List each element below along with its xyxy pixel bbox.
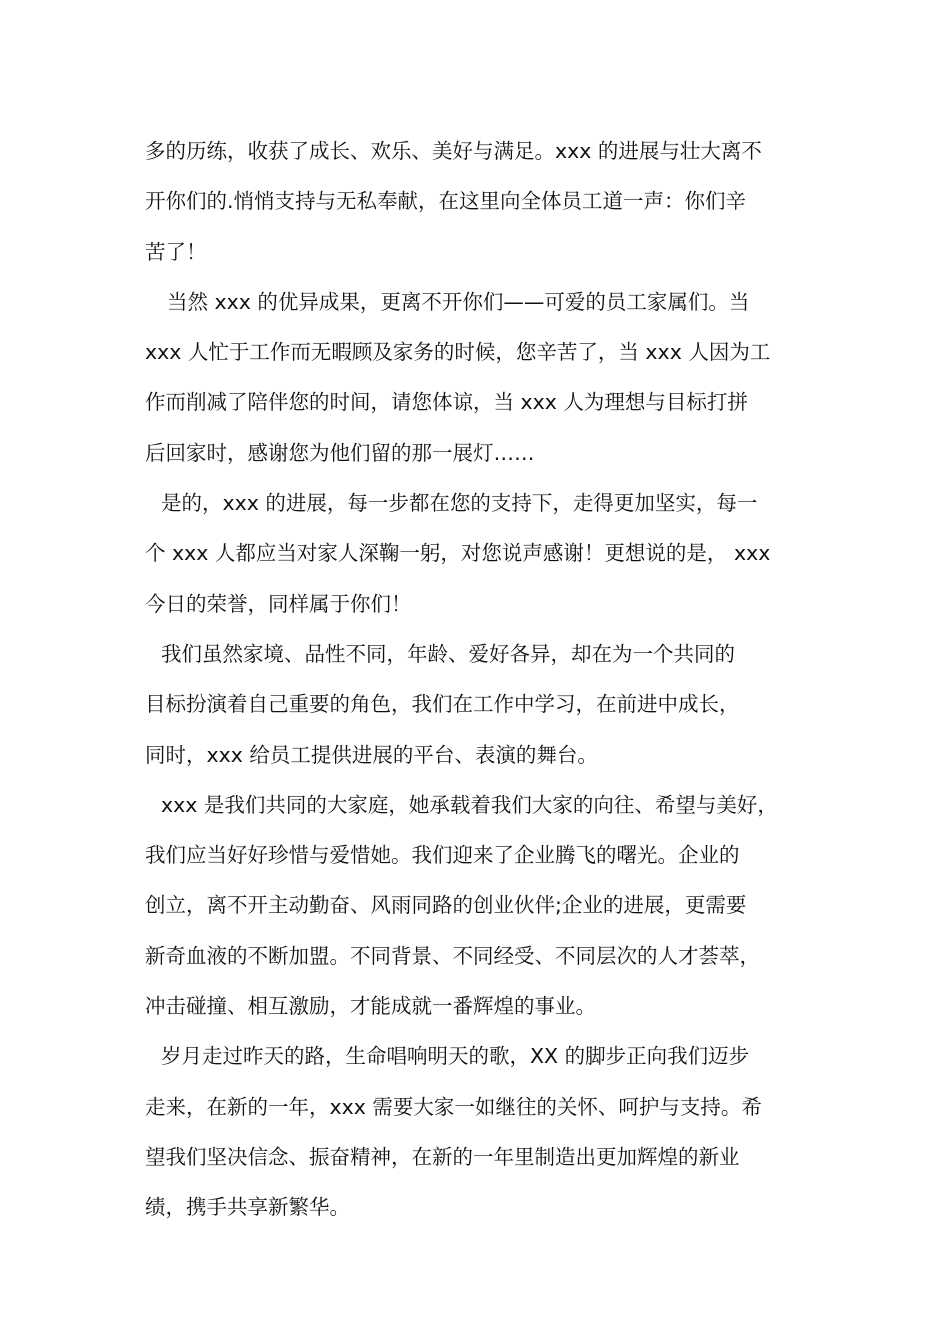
paragraph-first-line: 当然 xxx 的优异成果，更离不开你们——可爱的员工家属们。当 xyxy=(167,289,750,314)
text-line: 开你们的.悄悄支持与无私奉献，在这里向全体员工道一声：你们辛 xyxy=(145,189,747,214)
document-body xyxy=(145,126,835,1233)
text-line: 同时，xxx 给员工提供进展的平台、表演的舞台。 xyxy=(145,742,598,767)
paragraph-first-line: xxx 是我们共同的大家庭，她承载着我们大家的向往、希望与美好， xyxy=(161,792,778,817)
text-line: 绩，携手共享新繁华。 xyxy=(145,1195,350,1220)
paragraph-first-line: 是的，xxx 的进展，每一步都在您的支持下，走得更加坚实，每一 xyxy=(161,491,758,516)
text-line: 冲击碰撞、相互激励，才能成就一番辉煌的事业。 xyxy=(145,994,596,1019)
text-line: 多的历练，收获了成长、欢乐、美好与满足。xxx 的进展与壮大离不 xyxy=(145,139,762,163)
text-line: 我们应当好好珍惜与爱惜她。我们迎来了企业腾飞的曙光。企业的 xyxy=(145,843,740,868)
text-line: 望我们坚决信念、振奋精神，在新的一年里制造出更加辉煌的新业 xyxy=(145,1144,740,1169)
text-line: 新奇血液的不断加盟。不同背景、不同经受、不同层次的人才荟萃， xyxy=(145,943,760,968)
paragraph-first-line: 我们虽然家境、品性不同，年龄、爱好各异，却在为一个共同的 xyxy=(161,641,735,666)
text-line: 目标扮演着自己重要的角色，我们在工作中学习，在前进中成长， xyxy=(145,692,740,717)
text-line: 个 xxx 人都应当对家人深鞠一躬，对您说声感谢！更想说的是， xxx xyxy=(145,541,771,566)
text-line: 后回家时，感谢您为他们留的那一展灯…… xyxy=(145,440,535,465)
text-line: 走来，在新的一年，xxx 需要大家一如继往的关怀、呵护与支持。希 xyxy=(145,1094,762,1119)
text-line: 作而削减了陪伴您的时间，请您体谅，当 xxx 人为理想与目标打拼 xyxy=(145,390,748,415)
paragraph-first-line: 岁月走过昨天的路，生命唱响明天的歌，XX 的脚步正向我们迈步 xyxy=(161,1044,750,1069)
text-line: 苦了！ xyxy=(145,239,207,264)
text-line: 今日的荣誉，同样属于你们！ xyxy=(145,591,412,616)
text-line: xxx 人忙于工作而无暇顾及家务的时候，您辛苦了，当 xxx 人因为工 xyxy=(145,340,771,365)
text-line: 创立，离不开主动勤奋、风雨同路的创业伙伴;企业的进展，更需要 xyxy=(145,893,747,918)
